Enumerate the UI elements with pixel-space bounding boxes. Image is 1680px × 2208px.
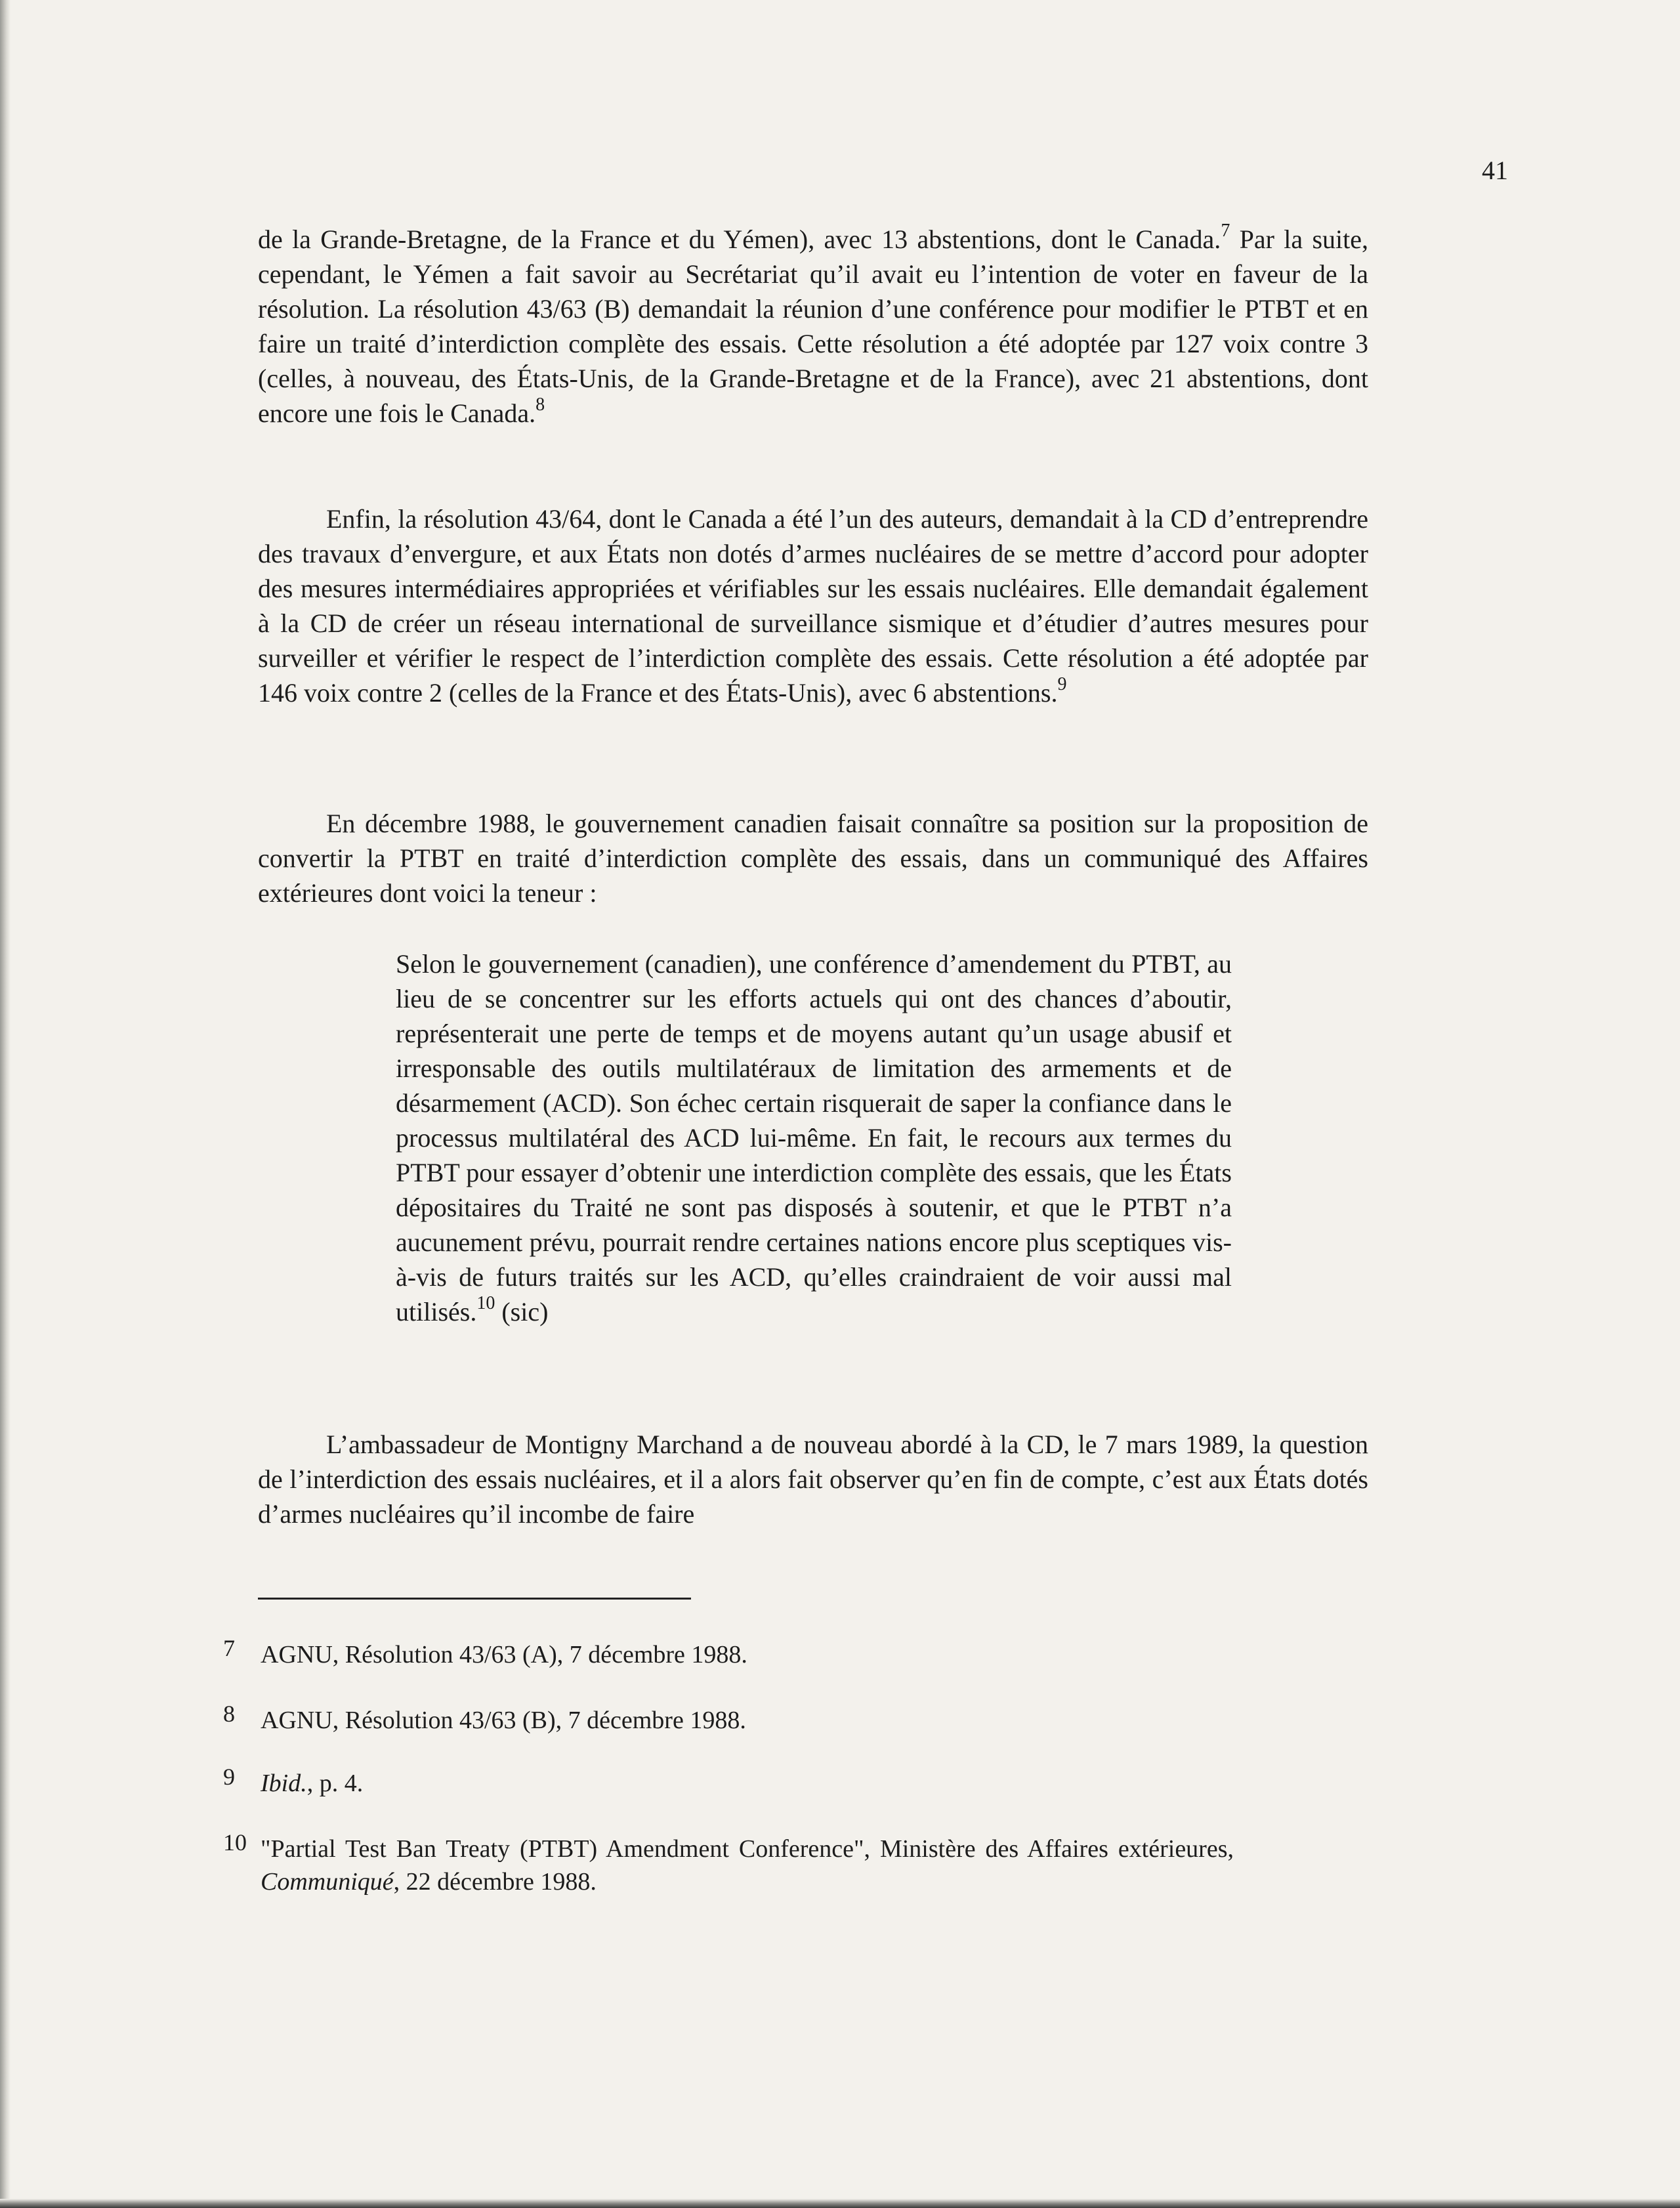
block-quote-sic: (sic)	[495, 1297, 549, 1327]
footnote-number: 9	[223, 1764, 235, 1790]
paragraph-2-text: Enfin, la résolution 43/64, dont le Canada a été l’un des auteurs, demandait à la CD d’entreprendre des travaux d’envergure, et aux États non dotés d’armes nucléaires de se mettre d’accord pour adopter des mesures intermédiaires appropriées et vérifiables sur les essais nucléaires. Elle demandait également à la CD de créer un réseau international de surveillance sismique et d’étudier d’autres mesures pour surveiller et vérifier le respect de l’interdiction complète des essais. Cette résolution a été adoptée par 146 voix contre 2 (celles de la France et des États-Unis), avec 6 abstentions.	[258, 504, 1368, 708]
paragraph-2	[258, 501, 1368, 710]
paragraph-3: En décembre 1988, le gouvernement canadien faisait connaître sa position sur la proposition de convertir la PTBT en traité d’interdiction complète des essais, dans un communiqué des Affaires extérieures dont voici la teneur :	[258, 809, 1368, 908]
page-bottom-shadow	[0, 2199, 1680, 2208]
block-quote	[396, 946, 1232, 1329]
paragraph-1-text-cont: Par la suite, cependant, le Yémen a fait savoir au Secrétariat qu’il avait eu l’intention de voter en faveur de la résolution. La résolution 43/63 (B) demandait la réunion d’une conférence pour modifier le PTBT et en faire un traité d’interdiction complète des essais. Cette résolution a été adoptée par 127 voix contre 3 (celles, à nouveau, des États-Unis, de la Grande-Bretagne et de la France), avec 21 abstentions, dont encore une fois le Canada.	[258, 224, 1369, 428]
footnote-number: 8	[223, 1701, 235, 1727]
page-left-shadow	[0, 0, 10, 2208]
footnote-page: , p. 4.	[306, 1770, 364, 1797]
footnote-text	[261, 1833, 1234, 1898]
footnote-source: "Partial Test Ban Treaty (PTBT) Amendment Conference", Ministère des Affaires extérieures,	[261, 1835, 1234, 1863]
footnote-ref-10[interactable]: 10	[476, 1293, 495, 1313]
block-quote-text: Selon le gouvernement (canadien), une conférence d’amendement du PTBT, au lieu de se concentrer sur les efforts actuels qui ont des chances d’aboutir, représenterait une perte de temps et de moyens autant qu’un usage abusif et irresponsable des outils multilatéraux de limitation des armements et de désarmement (ACD). Son échec certain risquerait de saper la confiance dans le processus multilatéral des ACD lui-même. En fait, le recours aux termes du PTBT pour essayer d’obtenir une interdiction complète des essais, que les États dépositaires du Traité ne sont pas disposés à soutenir, et que le PTBT n’a aucunement prévu, pourrait rendre certaines nations encore plus sceptiques vis-à-vis de futurs traités sur les ACD, qu’elles craindraient de voir aussi mal utilisés.	[396, 949, 1232, 1327]
footnote-text	[261, 1767, 1234, 1800]
paragraph-1-text: de la Grande-Bretagne, de la France et du Yémen), avec 13 abstentions, dont le Canada.	[258, 224, 1221, 254]
footnote-publication: Communiqué	[261, 1868, 394, 1896]
paragraph-5: L’ambassadeur de Montigny Marchand a de nouveau abordé à la CD, le 7 mars 1989, la question de l’interdiction des essais nucléaires, et il a alors fait observer qu’en fin de compte, c’est aux États dotés d’armes nucléaires qu’il incombe de faire	[258, 1430, 1368, 1529]
footnote-ref-8[interactable]: 8	[536, 394, 545, 415]
footnote-ibid: Ibid.	[261, 1770, 307, 1797]
footnote-date: , 22 décembre 1988.	[393, 1868, 597, 1896]
footnote-ref-7[interactable]: 7	[1221, 221, 1230, 241]
footnote-number: 10	[223, 1829, 247, 1856]
footnote-number: 7	[223, 1635, 235, 1661]
page-number: 41	[1482, 156, 1508, 185]
footnote-ref-9[interactable]: 9	[1057, 674, 1067, 694]
footnote-text: AGNU, Résolution 43/63 (B), 7 décembre 1988.	[261, 1707, 746, 1734]
paragraph-1	[258, 222, 1368, 431]
footnote-text: AGNU, Résolution 43/63 (A), 7 décembre 1988.	[261, 1641, 747, 1668]
footnote-separator	[258, 1598, 691, 1600]
